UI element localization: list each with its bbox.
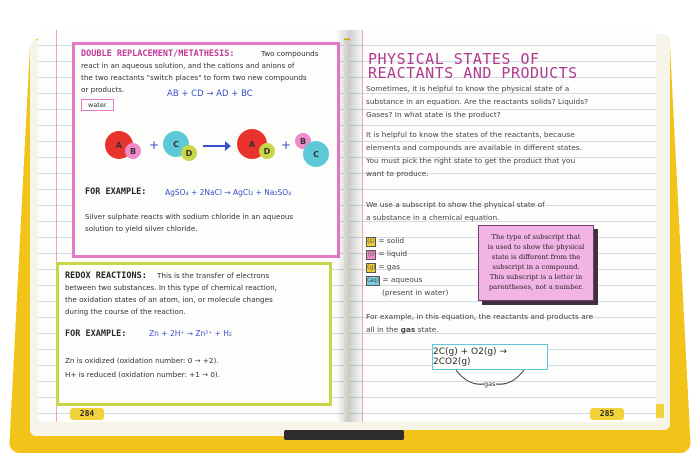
reduced-line: H+ is reduced (oxidation number: +1 → 0).	[65, 370, 221, 379]
subscript-paragraph	[366, 198, 545, 224]
plus-sign: +	[149, 138, 160, 152]
molecule-d: D	[181, 145, 197, 161]
right-page-number: 285	[590, 408, 624, 420]
note-line: The type of subscript that	[491, 233, 581, 241]
molecule-a-product: A	[237, 129, 267, 159]
gas-equation-box	[432, 344, 548, 370]
redox-box	[56, 262, 332, 406]
states-line: It is helpful to know the states of the reactants, because	[366, 130, 575, 139]
state-legend	[366, 234, 448, 299]
intro-line: substance in an equation. Are the reactants solids? Liquids?	[366, 97, 588, 106]
general-equation: AB + CD → AD + BC	[167, 89, 253, 99]
gas-example-line	[366, 323, 593, 336]
note-line: parentheses, not a number.	[488, 283, 584, 291]
gas-label: gas	[484, 380, 496, 388]
gas-bold-word: gas	[400, 325, 416, 334]
note-line: is used to show the physical	[487, 243, 585, 251]
example-desc-line1: Silver sulphate reacts with sodium chloride in an aqueous	[85, 212, 294, 221]
molecule-c-product: C	[303, 141, 329, 167]
molecule-a: A	[105, 131, 133, 159]
states-line: elements and compounds are available in different states.	[366, 143, 582, 152]
gas-example-text: all in the	[366, 325, 399, 334]
dr-line4: or products.	[81, 85, 125, 94]
solid-swatch: (s)	[367, 238, 375, 245]
legend-label: = gas	[378, 262, 400, 271]
redox-line3: the oxidation states of an atom, ion, or molecule changes	[65, 295, 273, 304]
redox-example-label: FOR EXAMPLE:	[65, 329, 127, 339]
water-note: water	[81, 99, 114, 111]
dr-line2: react in an aqueous solution, and the cations and anions of	[81, 61, 295, 70]
subscript-note-box	[478, 225, 594, 301]
redox-line1: This is the transfer of electrons	[157, 271, 270, 280]
redox-heading: REDOX REACTIONS:	[65, 271, 147, 281]
gas-example-end: state.	[417, 325, 439, 334]
states-line: You must pick the right state to get the product that you	[366, 156, 576, 165]
molecule-b: B	[125, 143, 141, 159]
redox-example-equation: Zn + 2H⁺ → Zn²⁺ + H₂	[149, 329, 232, 338]
example-equation: AgSO₄ + 2NaCl → AgCl₂ + Na₂SO₄	[165, 188, 292, 197]
gas-example-line: For example, in this equation, the reactants and products are	[366, 312, 594, 321]
legend-solid	[366, 234, 448, 247]
subscript-line: a substance in a chemical equation.	[366, 213, 500, 222]
legend-label: = liquid	[378, 249, 408, 258]
aqueous-note: (present in water)	[382, 288, 449, 297]
liquid-swatch: (l)	[367, 251, 375, 258]
section-title-line2: REACTANTS AND PRODUCTS	[368, 64, 578, 82]
example-label: FOR EXAMPLE:	[85, 187, 147, 197]
reaction-arrow-icon	[203, 140, 231, 152]
gas-example-paragraph	[366, 310, 593, 336]
note-line: This subscript is a letter in	[489, 273, 583, 281]
section-title-line1: PHYSICAL STATES OF	[368, 50, 540, 68]
note-line: state is different from the	[491, 253, 581, 261]
legend-gas	[366, 260, 448, 273]
plus-sign: +	[281, 138, 292, 152]
gas-swatch: (g)	[367, 264, 376, 271]
redox-line2: between two substances. In this type of chemical reaction,	[65, 283, 277, 292]
oxidized-line: Zn is oxidized (oxidation number: 0 → +2).	[65, 356, 219, 365]
intro-paragraph	[366, 82, 588, 121]
intro-line: Gases? In what state is the product?	[366, 110, 501, 119]
dr-line1: Two compounds	[261, 49, 319, 58]
molecule-d-product: D	[259, 143, 275, 159]
double-replacement-box	[72, 42, 340, 258]
states-line: want to produce.	[366, 169, 429, 178]
legend-liquid	[366, 247, 448, 260]
note-line: subscript in a compound.	[492, 263, 580, 271]
ribbon-bookmark	[284, 430, 404, 440]
dr-line3: the two reactants "switch places" to form two new compounds	[81, 73, 307, 82]
legend-label: = solid	[378, 236, 405, 245]
legend-label: = aqueous	[382, 275, 423, 284]
molecule-c: C	[163, 131, 189, 157]
redox-line4: during the course of the reaction.	[65, 307, 186, 316]
subscript-line: We use a subscript to show the physical state of	[366, 200, 545, 209]
legend-aqueous	[366, 273, 448, 286]
states-paragraph	[366, 128, 582, 180]
molecule-b-product: B	[295, 133, 311, 149]
double-replacement-heading: DOUBLE REPLACEMENT/METATHESIS:	[81, 49, 235, 59]
example-desc-line2: solution to yield silver chloride.	[85, 224, 198, 233]
intro-line: Sometimes, it is helpful to know the physical state of a	[366, 84, 570, 93]
book-gutter	[336, 30, 364, 422]
left-page-number: 284	[70, 408, 104, 420]
aqueous-swatch: (aq)	[367, 277, 380, 284]
gas-equation: 2C(g) + O2(g) → 2CO2(g)	[433, 347, 507, 367]
